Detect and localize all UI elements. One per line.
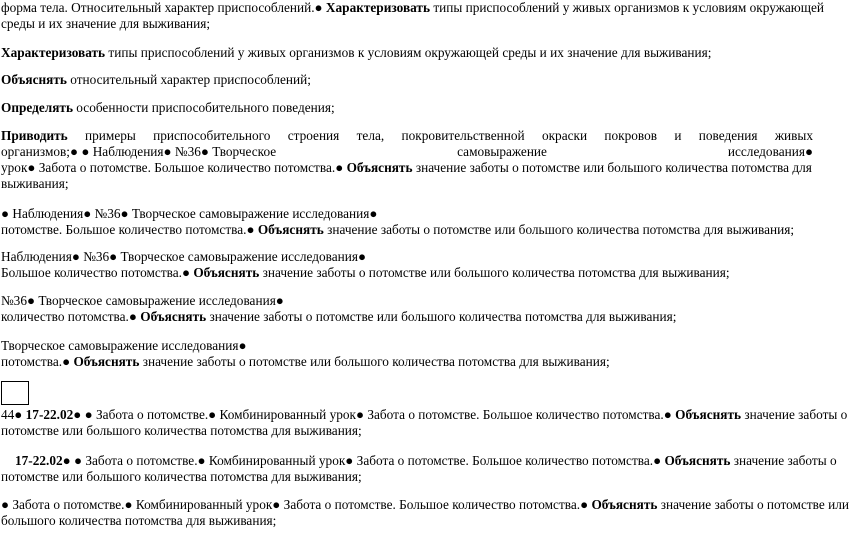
paragraph-8: №36● Творческое самовыражение исследования● количество потомства.● Объяснять значение заботы о потомстве или большого количества потомства для выживания; bbox=[1, 293, 677, 324]
keyword-explain: Объяснять bbox=[346, 160, 413, 175]
paragraph-12: ● Забота о потомстве.● Комбинированный урок● Забота о потомстве. Большое количество потомства.● Объяснять значение заботы о потомстве или большого количества потомства для выживания; bbox=[1, 497, 849, 528]
paragraph-10: 44● 17-22.02● ● Забота о потомстве.● Комбинированный урок● Забота о потомстве. Большое количество потомства.● Объяснять значение заботы о потомстве или большого количества потомства для выживания; bbox=[1, 407, 848, 438]
keyword-explain: Объяснять bbox=[193, 265, 260, 280]
keyword-explain: Объяснять bbox=[140, 309, 207, 324]
keyword-give-examples: Приводить bbox=[1, 128, 68, 143]
paragraph-5-line-4: выживания; bbox=[1, 176, 69, 191]
keyword-explain: Объяснять bbox=[591, 497, 658, 512]
paragraph-1-line-2: среды и их значение для выживания; bbox=[1, 16, 211, 31]
paragraph-9: Творческое самовыражение исследования● потомства.● Объяснять значение заботы о потомстве или большого количества потомства для выживания; bbox=[1, 338, 610, 369]
paragraph-1-line-1: форма тела. Относительный характер приспособлений.● Характеризовать типы приспособлений у живых организмов к условиям окружающей bbox=[1, 0, 824, 15]
keyword-characterize: Характеризовать bbox=[325, 0, 430, 15]
paragraph-6: ● Наблюдения● №36● Творческое самовыражение исследования● потомстве. Большое количество потомства.● Объяснять значение заботы о потомстве или большого количества потомства для выживания; bbox=[1, 206, 795, 237]
paragraph-1 bbox=[1, 0, 824, 32]
paragraph-3: Объяснять относительный характер приспособлений; bbox=[1, 72, 311, 87]
paragraph-5-line-1: Приводить примеры приспособительного строения тела, покровительственной окраски покровов и поведения живых bbox=[1, 128, 813, 143]
paragraph-5-line-3: урок● Забота о потомстве. Большое количество потомства.● Объяснять значение заботы о потомстве или большого количества потомства для bbox=[1, 160, 812, 175]
keyword-explain: Объяснять bbox=[664, 453, 731, 468]
paragraph-5-line-2: организмов;● ● Наблюдения● №36● Творческое самовыражение исследования● bbox=[1, 144, 813, 159]
keyword-explain: Объяснять bbox=[257, 222, 324, 237]
keyword-explain: Объяснять bbox=[1, 72, 67, 87]
lesson-date: 17-22.02● bbox=[25, 407, 82, 422]
empty-table-cell bbox=[1, 381, 29, 405]
paragraph-2: Характеризовать типы приспособлений у живых организмов к условиям окружающей среды и их значение для выживания; bbox=[1, 45, 712, 60]
paragraph-7: Наблюдения● №36● Творческое самовыражение исследования● Большое количество потомства.● Объяснять значение заботы о потомстве или большого количества потомства для выживания; bbox=[1, 249, 730, 280]
lesson-date: 17-22.02● bbox=[15, 453, 71, 468]
keyword-characterize: Характеризовать bbox=[1, 45, 106, 60]
keyword-explain: Объяснять bbox=[73, 354, 140, 369]
paragraph-11: 17-22.02● ● Забота о потомстве.● Комбинированный урок● Забота о потомстве. Большое количество потомства.● Объяснять значение заботы о потомстве или большого количества потомства для выживания; bbox=[1, 453, 837, 484]
keyword-determine: Определять bbox=[1, 100, 73, 115]
keyword-explain: Объяснять bbox=[675, 407, 742, 422]
paragraph-4: Определять особенности приспособительного поведения; bbox=[1, 100, 335, 115]
paragraph-5 bbox=[1, 128, 813, 192]
